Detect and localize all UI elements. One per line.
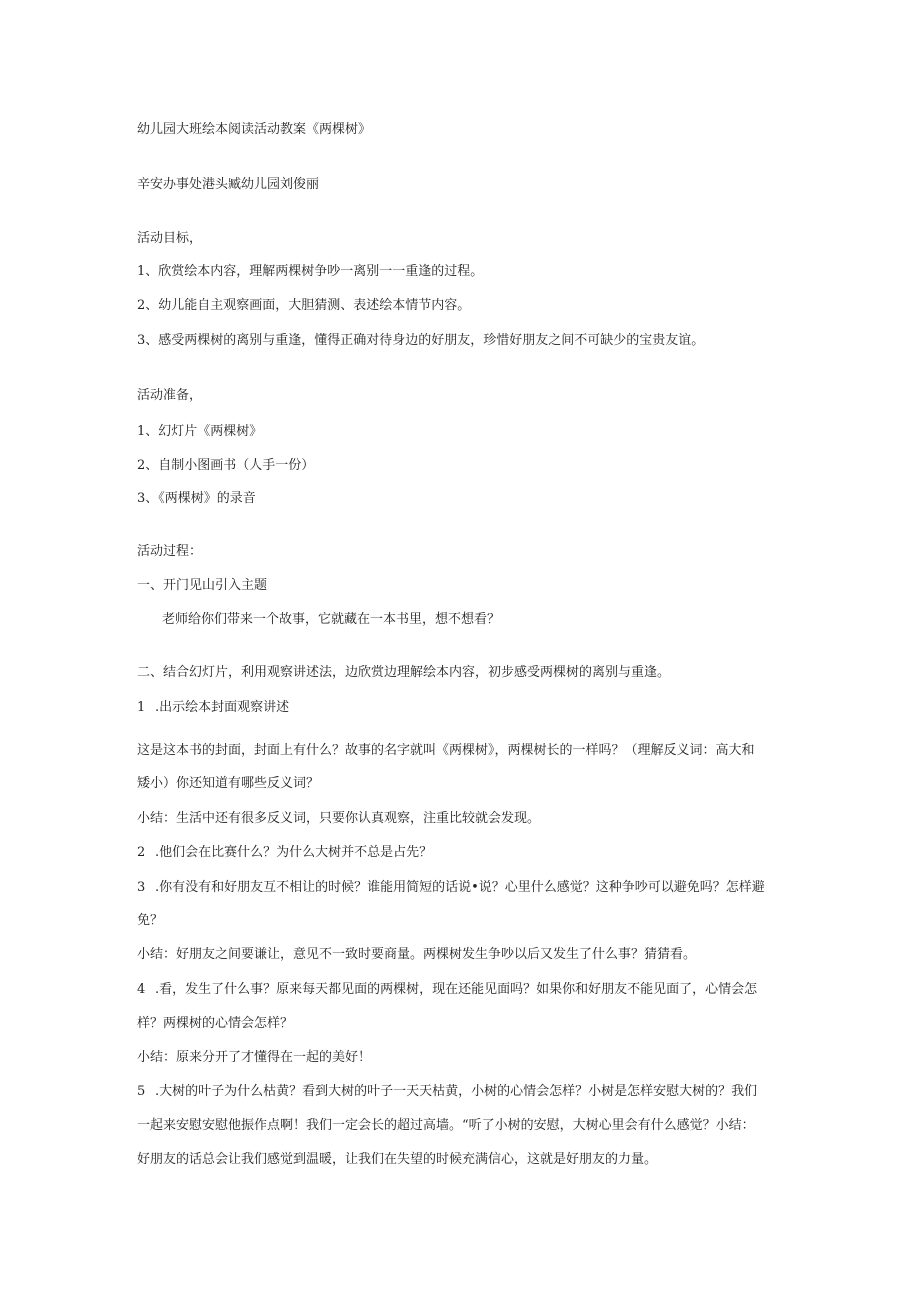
process-part2: 二、结合幻灯片，利用观察讲述法，边欣赏边理解绘本内容，初步感受两棵树的离别与重逢。 xyxy=(137,665,671,680)
step-number: 1 xyxy=(137,700,146,715)
goal-item: 2、幼儿能自主观察画面，大胆猜测、表述绘本情节内容。 xyxy=(137,298,471,313)
step-number: 2 xyxy=(137,845,146,860)
prep-item: 1、幻灯片《两棵树》 xyxy=(137,424,263,439)
prep-heading: 活动准备， xyxy=(137,388,203,403)
prep-item: 3、《两棵树》的录音 xyxy=(137,491,256,506)
summary-line: 小结：原来分开了才懂得在一起的美好！ xyxy=(137,1050,372,1065)
paragraph-line: 样？两棵树的心情会怎样？ xyxy=(137,1016,294,1031)
step-4 xyxy=(137,981,757,999)
paragraph-line: 矮小）你还知道有哪些反义词？ xyxy=(137,776,320,791)
step-text: .大树的叶子为什么枯黄？看到大树的叶子一天天枯黄，小树的心情会怎样？小树是怎样安慰大树的？我们 xyxy=(155,1084,758,1099)
summary-line: 小结：生活中还有很多反义词，只要你认真观察，注重比较就会发现。 xyxy=(137,811,541,826)
step-text: .看，发生了什么事？原来每天都见面的两棵树，现在还能见面吗？如果你和好朋友不能见面了，心情会怎 xyxy=(155,982,758,997)
doc-title: 幼儿园大班绘本阅读活动教案《两棵树》 xyxy=(137,122,372,137)
step-number: 3 xyxy=(137,880,146,895)
step-3 xyxy=(137,879,765,897)
goals-heading: 活动目标， xyxy=(137,231,203,246)
step-1 xyxy=(137,699,289,717)
process-part1-text: 老师给你们带来一个故事，它就藏在一本书里，想不想看？ xyxy=(162,612,501,627)
prep-item: 2、自制小图画书（人手一份） xyxy=(137,458,315,473)
paragraph-line: 这是这本书的封面，封面上有什么？故事的名字就叫《两棵树》，两棵树长的一样吗？（理解反义词：高大和 xyxy=(137,743,755,758)
summary-line: 小结：好朋友之间要谦让，意见不一致时要商量。两棵树发生争吵以后又发生了什么事？猜猜看。 xyxy=(137,947,697,962)
goal-item: 1、欣赏绘本内容，理解两棵树争吵一离别一一重逢的过程。 xyxy=(137,264,484,279)
step-number: 5 xyxy=(137,1084,146,1099)
goal-item: 3、感受两棵树的离别与重逢，懂得正确对待身边的好朋友，珍惜好朋友之间不可缺少的宝贵友谊。 xyxy=(137,333,705,348)
step-text: .你有没有和好朋友互不相让的时候？谁能用简短的话说•说？心里什么感觉？这种争吵可以避免吗？怎样避 xyxy=(155,880,765,895)
step-number: 4 xyxy=(137,982,146,997)
step-5 xyxy=(137,1083,757,1101)
paragraph-line: 一起来安慰安慰他振作点啊！我们一定会长的超过高墙。“听了小树的安慰，大树心里会有什么感觉？小结： xyxy=(137,1118,755,1133)
process-part1: 一、开门见山引入主题 xyxy=(137,578,268,593)
step-text: .他们会在比赛什么？为什么大树并不总是占先？ xyxy=(155,845,433,860)
doc-author: 辛安办事处港头臧幼儿园刘俊丽 xyxy=(137,177,320,192)
paragraph-line: 免？ xyxy=(137,913,164,928)
process-heading: 活动过程： xyxy=(137,544,203,559)
paragraph-line: 好朋友的话总会让我们感觉到温暖，让我们在失望的时候充满信心，这就是好朋友的力量。 xyxy=(137,1152,658,1167)
step-text: .出示绘本封面观察讲述 xyxy=(155,700,290,715)
step-2 xyxy=(137,844,432,862)
